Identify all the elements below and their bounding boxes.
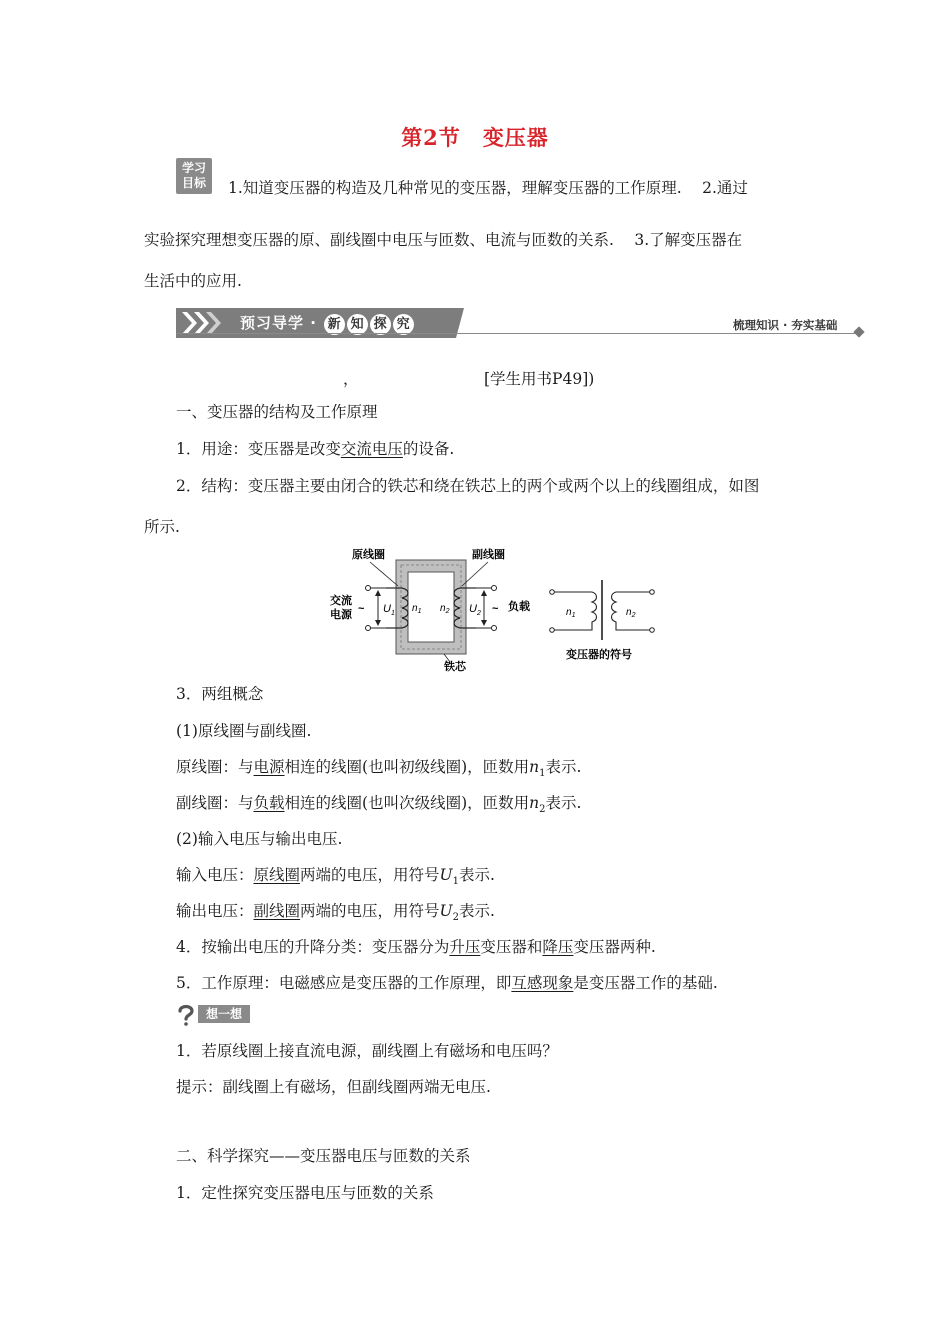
para-output-voltage xyxy=(176,901,495,928)
class-step-up: 升压 xyxy=(449,938,481,956)
objectives-badge xyxy=(176,158,212,194)
label-ac-source-2: 电源 xyxy=(330,609,352,621)
para-primary-coil xyxy=(176,757,581,784)
symbol-n1: $n_1$ xyxy=(566,607,576,619)
para-principle xyxy=(176,973,718,993)
usage-text: 1．用途：变压器是改变 xyxy=(176,440,341,458)
badge-line2: 目标 xyxy=(181,176,206,190)
title-topic: 变压器 xyxy=(482,125,549,150)
input-symbol: U xyxy=(439,866,453,884)
section-right-note: 梳理知识 · 夯实基础 xyxy=(733,318,838,332)
para-secondary-coil xyxy=(176,793,581,820)
output-desc: 两端的电压，用符号 xyxy=(300,902,440,920)
secondary-symbol: n xyxy=(529,794,540,812)
principle-underlined: 互感现象 xyxy=(511,974,574,992)
usage-underlined: 交流电压 xyxy=(340,440,403,458)
objectives-line2: 实验探究理想变压器的原、副线圈中电压与匝数、电流与匝数的关系. 3.了解变压器在 xyxy=(144,231,743,249)
output-symbol: U xyxy=(439,902,453,920)
rule-diamond-icon xyxy=(853,326,864,337)
banner-char-4: 究 xyxy=(393,314,414,335)
principle-end: 是变压器工作的基础. xyxy=(573,974,718,992)
input-sub: 1 xyxy=(452,876,459,888)
para-input-voltage xyxy=(176,865,495,892)
input-desc: 两端的电压，用符号 xyxy=(300,866,440,884)
primary-end: 表示. xyxy=(545,758,582,776)
para-usage xyxy=(176,439,454,459)
label-n1: $n_1$ xyxy=(412,603,422,615)
output-underlined: 副线圈 xyxy=(253,902,301,920)
banner-char-1: 新 xyxy=(324,314,345,335)
tilde-right: ~ xyxy=(492,603,499,615)
secondary-text: 副线圈：与 xyxy=(176,794,254,812)
primary-text: 原线圈：与 xyxy=(176,758,254,776)
usage-end: 的设备. xyxy=(402,440,455,458)
secondary-underlined: 负载 xyxy=(253,794,285,812)
class-mid: 变压器和 xyxy=(480,938,543,956)
primary-sub: 1 xyxy=(539,768,546,780)
para-coils-heading: (1)原线圈与副线圈. xyxy=(176,722,312,740)
symbol-caption: 变压器的符号 xyxy=(566,649,632,661)
badge-line1: 学习 xyxy=(181,161,206,175)
question-mark-icon xyxy=(176,1004,196,1026)
objectives-line1: 1.知道变压器的构造及几种常见的变压器，理解变压器的工作原理. 2.通过 xyxy=(228,179,748,197)
output-text: 输出电压： xyxy=(176,902,254,920)
label-core: 铁芯 xyxy=(444,661,466,672)
label-ac-source-1: 交流 xyxy=(330,595,352,607)
primary-desc: 相连的线圈(也叫初级线圈)，匝数用 xyxy=(284,758,530,776)
label-u1: $U_1$ xyxy=(383,603,395,617)
primary-underlined: 电源 xyxy=(253,758,285,776)
tilde-left: ~ xyxy=(358,603,365,615)
banner-char-2: 知 xyxy=(347,314,368,335)
banner-label-text: 预习导学 · xyxy=(240,314,324,332)
subheading-2-1: 1．定性探究变压器电压与匝数的关系 xyxy=(176,1184,434,1202)
label-n2: $n_2$ xyxy=(440,603,450,615)
principle-text: 5．工作原理：电磁感应是变压器的工作原理，即 xyxy=(176,974,512,992)
section-banner-label xyxy=(240,312,415,335)
secondary-sub: 2 xyxy=(539,804,546,816)
secondary-desc: 相连的线圈(也叫次级线圈)，匝数用 xyxy=(284,794,530,812)
input-text: 输入电压： xyxy=(176,866,254,884)
para-voltages-heading: (2)输入电压与输出电压. xyxy=(176,830,343,848)
ref-comma: ， xyxy=(343,370,359,388)
banner-char-3: 探 xyxy=(370,314,391,335)
input-underlined: 原线圈 xyxy=(253,866,301,884)
label-primary-coil: 原线圈 xyxy=(352,549,385,561)
primary-symbol: n xyxy=(529,758,540,776)
secondary-end: 表示. xyxy=(545,794,582,812)
label-secondary-coil: 副线圈 xyxy=(472,549,505,561)
class-text: 4．按输出电压的升降分类：变压器分为 xyxy=(176,938,450,956)
question-1: 1．若原线圈上接直流电源，副线圈上有磁场和电压吗？ xyxy=(176,1042,558,1060)
input-end: 表示. xyxy=(459,866,495,884)
label-u2: $U_2$ xyxy=(469,603,481,617)
page-title xyxy=(0,122,950,152)
objectives-line3: 生活中的应用. xyxy=(144,272,242,290)
class-step-down: 降压 xyxy=(542,938,574,956)
output-end: 表示. xyxy=(459,902,495,920)
output-sub: 2 xyxy=(452,912,459,924)
answer-1: 提示：副线圈上有磁场，但副线圈两端无电压. xyxy=(176,1078,491,1096)
label-load: 负载 xyxy=(508,601,530,613)
symbol-n2: $n_2$ xyxy=(626,607,636,619)
section-rule xyxy=(176,333,856,334)
class-end: 变压器两种. xyxy=(573,938,656,956)
para-classification xyxy=(176,937,656,957)
para-structure-line1: 2．结构：变压器主要由闭合的铁芯和绕在铁芯上的两个或两个以上的线圈组成，如图 xyxy=(176,477,760,495)
heading-section-1: 一、变压器的结构及工作原理 xyxy=(176,403,378,421)
para-structure-line2: 所示. xyxy=(144,518,180,536)
para-two-concepts: 3．两组概念 xyxy=(176,685,264,703)
book-reference: [学生用书P49]) xyxy=(484,370,595,388)
transformer-figure xyxy=(326,548,666,672)
title-section-number: 第2节 xyxy=(401,125,461,150)
think-tag: 想一想 xyxy=(198,1005,250,1023)
heading-section-2: 二、科学探究——变压器电压与匝数的关系 xyxy=(176,1147,471,1165)
